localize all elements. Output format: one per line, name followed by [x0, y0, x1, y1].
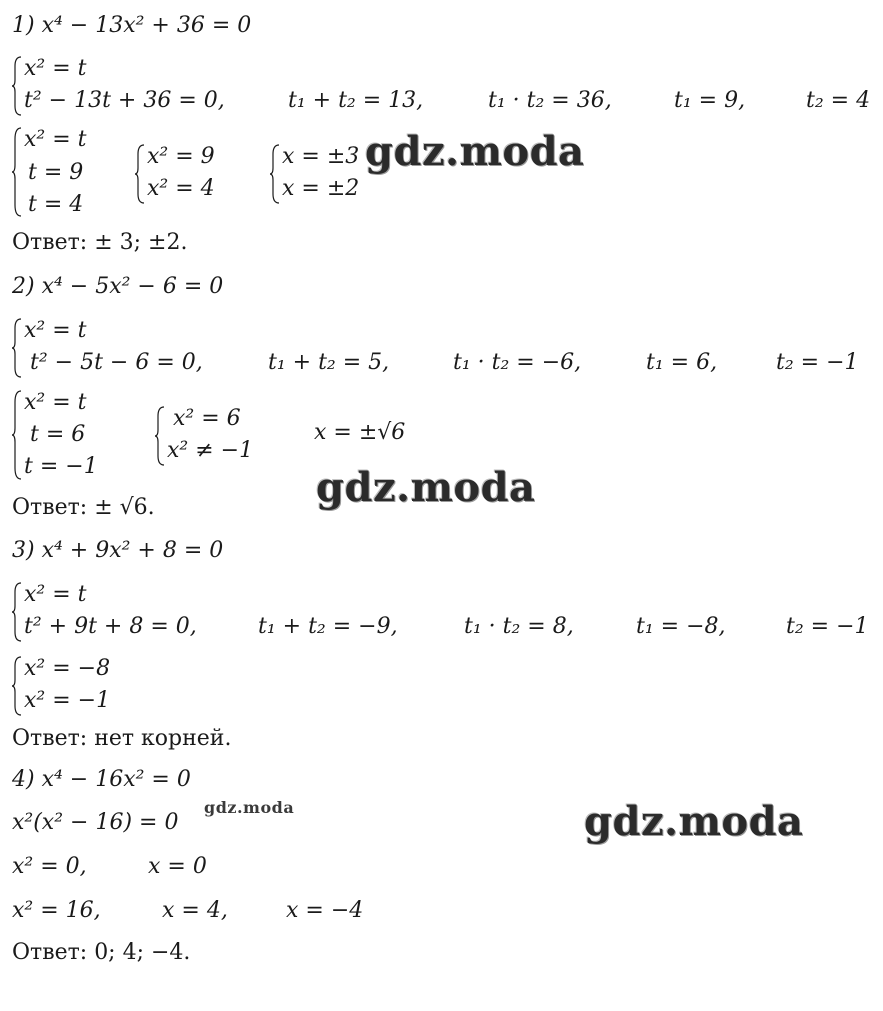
problem-2-system-b-line-2: x² ≠ −1: [167, 438, 254, 463]
problem-4-case-1-a: x² = 0,: [12, 854, 87, 879]
problem-1-system-a-line-2: t = 9: [28, 160, 84, 185]
problem-1-sub: x² = t: [24, 56, 87, 81]
problem-2-root-2: t₂ = −1: [776, 350, 859, 375]
problem-1-system-a-line-3: t = 4: [28, 192, 84, 217]
problem-1-vieta-product: t₁ · t₂ = 36,: [488, 88, 612, 113]
problem-1-answer: Ответ: ± 3; ±2.: [12, 230, 188, 255]
problem-1-quadratic: t² − 13t + 36 = 0,: [24, 88, 225, 113]
brace-icon: [12, 127, 22, 217]
problem-2-answer: Ответ: ± √6.: [12, 495, 155, 520]
brace-icon: [270, 144, 280, 204]
watermark: gdz.moda: [584, 798, 804, 845]
problem-1-root-1: t₁ = 9,: [674, 88, 746, 113]
problem-3-quadratic: t² + 9t + 8 = 0,: [24, 614, 197, 639]
brace-icon: [12, 656, 22, 716]
problem-3-root-2: t₂ = −1: [786, 614, 869, 639]
brace-icon: [12, 318, 22, 378]
problem-2-sub: x² = t: [24, 318, 87, 343]
brace-icon: [135, 144, 145, 204]
problem-2-system-b-line-1: x² = 6: [173, 406, 241, 431]
problem-3-system-a-line-2: x² = −1: [24, 688, 111, 713]
problem-3-root-1: t₁ = −8,: [636, 614, 726, 639]
problem-4-case-1-b: x = 0: [148, 854, 207, 879]
problem-2-equation: 2) x⁴ − 5x² − 6 = 0: [12, 274, 224, 299]
brace-icon: [12, 390, 22, 480]
problem-1-system-c: [270, 144, 380, 204]
problem-1-substitution-system: [12, 56, 883, 116]
problem-1-system-c-line-1: x = ±3: [282, 144, 360, 169]
problem-1-system-c-line-2: x = ±2: [282, 176, 360, 201]
problem-4-case-2-c: x = −4: [286, 898, 364, 923]
problem-3-vieta-product: t₁ · t₂ = 8,: [464, 614, 574, 639]
problem-2-roots: x = ±√6: [314, 420, 406, 445]
problem-4-factored: x²(x² − 16) = 0: [12, 810, 179, 835]
problem-2-system-a-line-1: x² = t: [24, 390, 87, 415]
brace-icon: [12, 56, 22, 116]
watermark: gdz.moda: [316, 464, 536, 511]
brace-icon: [12, 582, 22, 642]
problem-1-system-b: [135, 144, 245, 204]
problem-2-vieta-sum: t₁ + t₂ = 5,: [268, 350, 390, 375]
problem-3-equation: 3) x⁴ + 9x² + 8 = 0: [12, 538, 224, 563]
problem-3-substitution-system: [12, 582, 883, 642]
problem-1-system-a: [12, 127, 122, 217]
problem-2-system-b: [155, 406, 285, 466]
brace-icon: [155, 406, 165, 466]
problem-1-root-2: t₂ = 4: [806, 88, 871, 113]
problem-3-system-a-line-1: x² = −8: [24, 656, 111, 681]
problem-2-substitution-system: [12, 318, 883, 378]
problem-4-case-2-b: x = 4,: [162, 898, 228, 923]
problem-3-sub: x² = t: [24, 582, 87, 607]
problem-2-quadratic: t² − 5t − 6 = 0,: [30, 350, 203, 375]
problem-1-system-a-line-1: x² = t: [24, 127, 87, 152]
problem-2-vieta-product: t₁ · t₂ = −6,: [453, 350, 582, 375]
watermark-small: gdz.moda: [204, 798, 295, 817]
problem-3-answer: Ответ: нет корней.: [12, 726, 232, 751]
problem-2-system-a-line-2: t = 6: [30, 422, 86, 447]
problem-3-vieta-sum: t₁ + t₂ = −9,: [258, 614, 398, 639]
problem-2-root-1: t₁ = 6,: [646, 350, 718, 375]
problem-3-system-a: [12, 656, 152, 716]
problem-2-system-a-line-3: t = −1: [24, 454, 98, 479]
watermark: gdz.moda: [365, 128, 585, 175]
problem-4-equation: 4) x⁴ − 16x² = 0: [12, 767, 191, 792]
problem-1-vieta-sum: t₁ + t₂ = 13,: [288, 88, 424, 113]
problem-1-system-b-line-2: x² = 4: [147, 176, 215, 201]
problem-1-system-b-line-1: x² = 9: [147, 144, 215, 169]
problem-1-equation: 1) x⁴ − 13x² + 36 = 0: [12, 13, 252, 38]
problem-4-answer: Ответ: 0; 4; −4.: [12, 940, 191, 965]
problem-4-case-2-a: x² = 16,: [12, 898, 101, 923]
problem-2-system-a: [12, 390, 122, 480]
